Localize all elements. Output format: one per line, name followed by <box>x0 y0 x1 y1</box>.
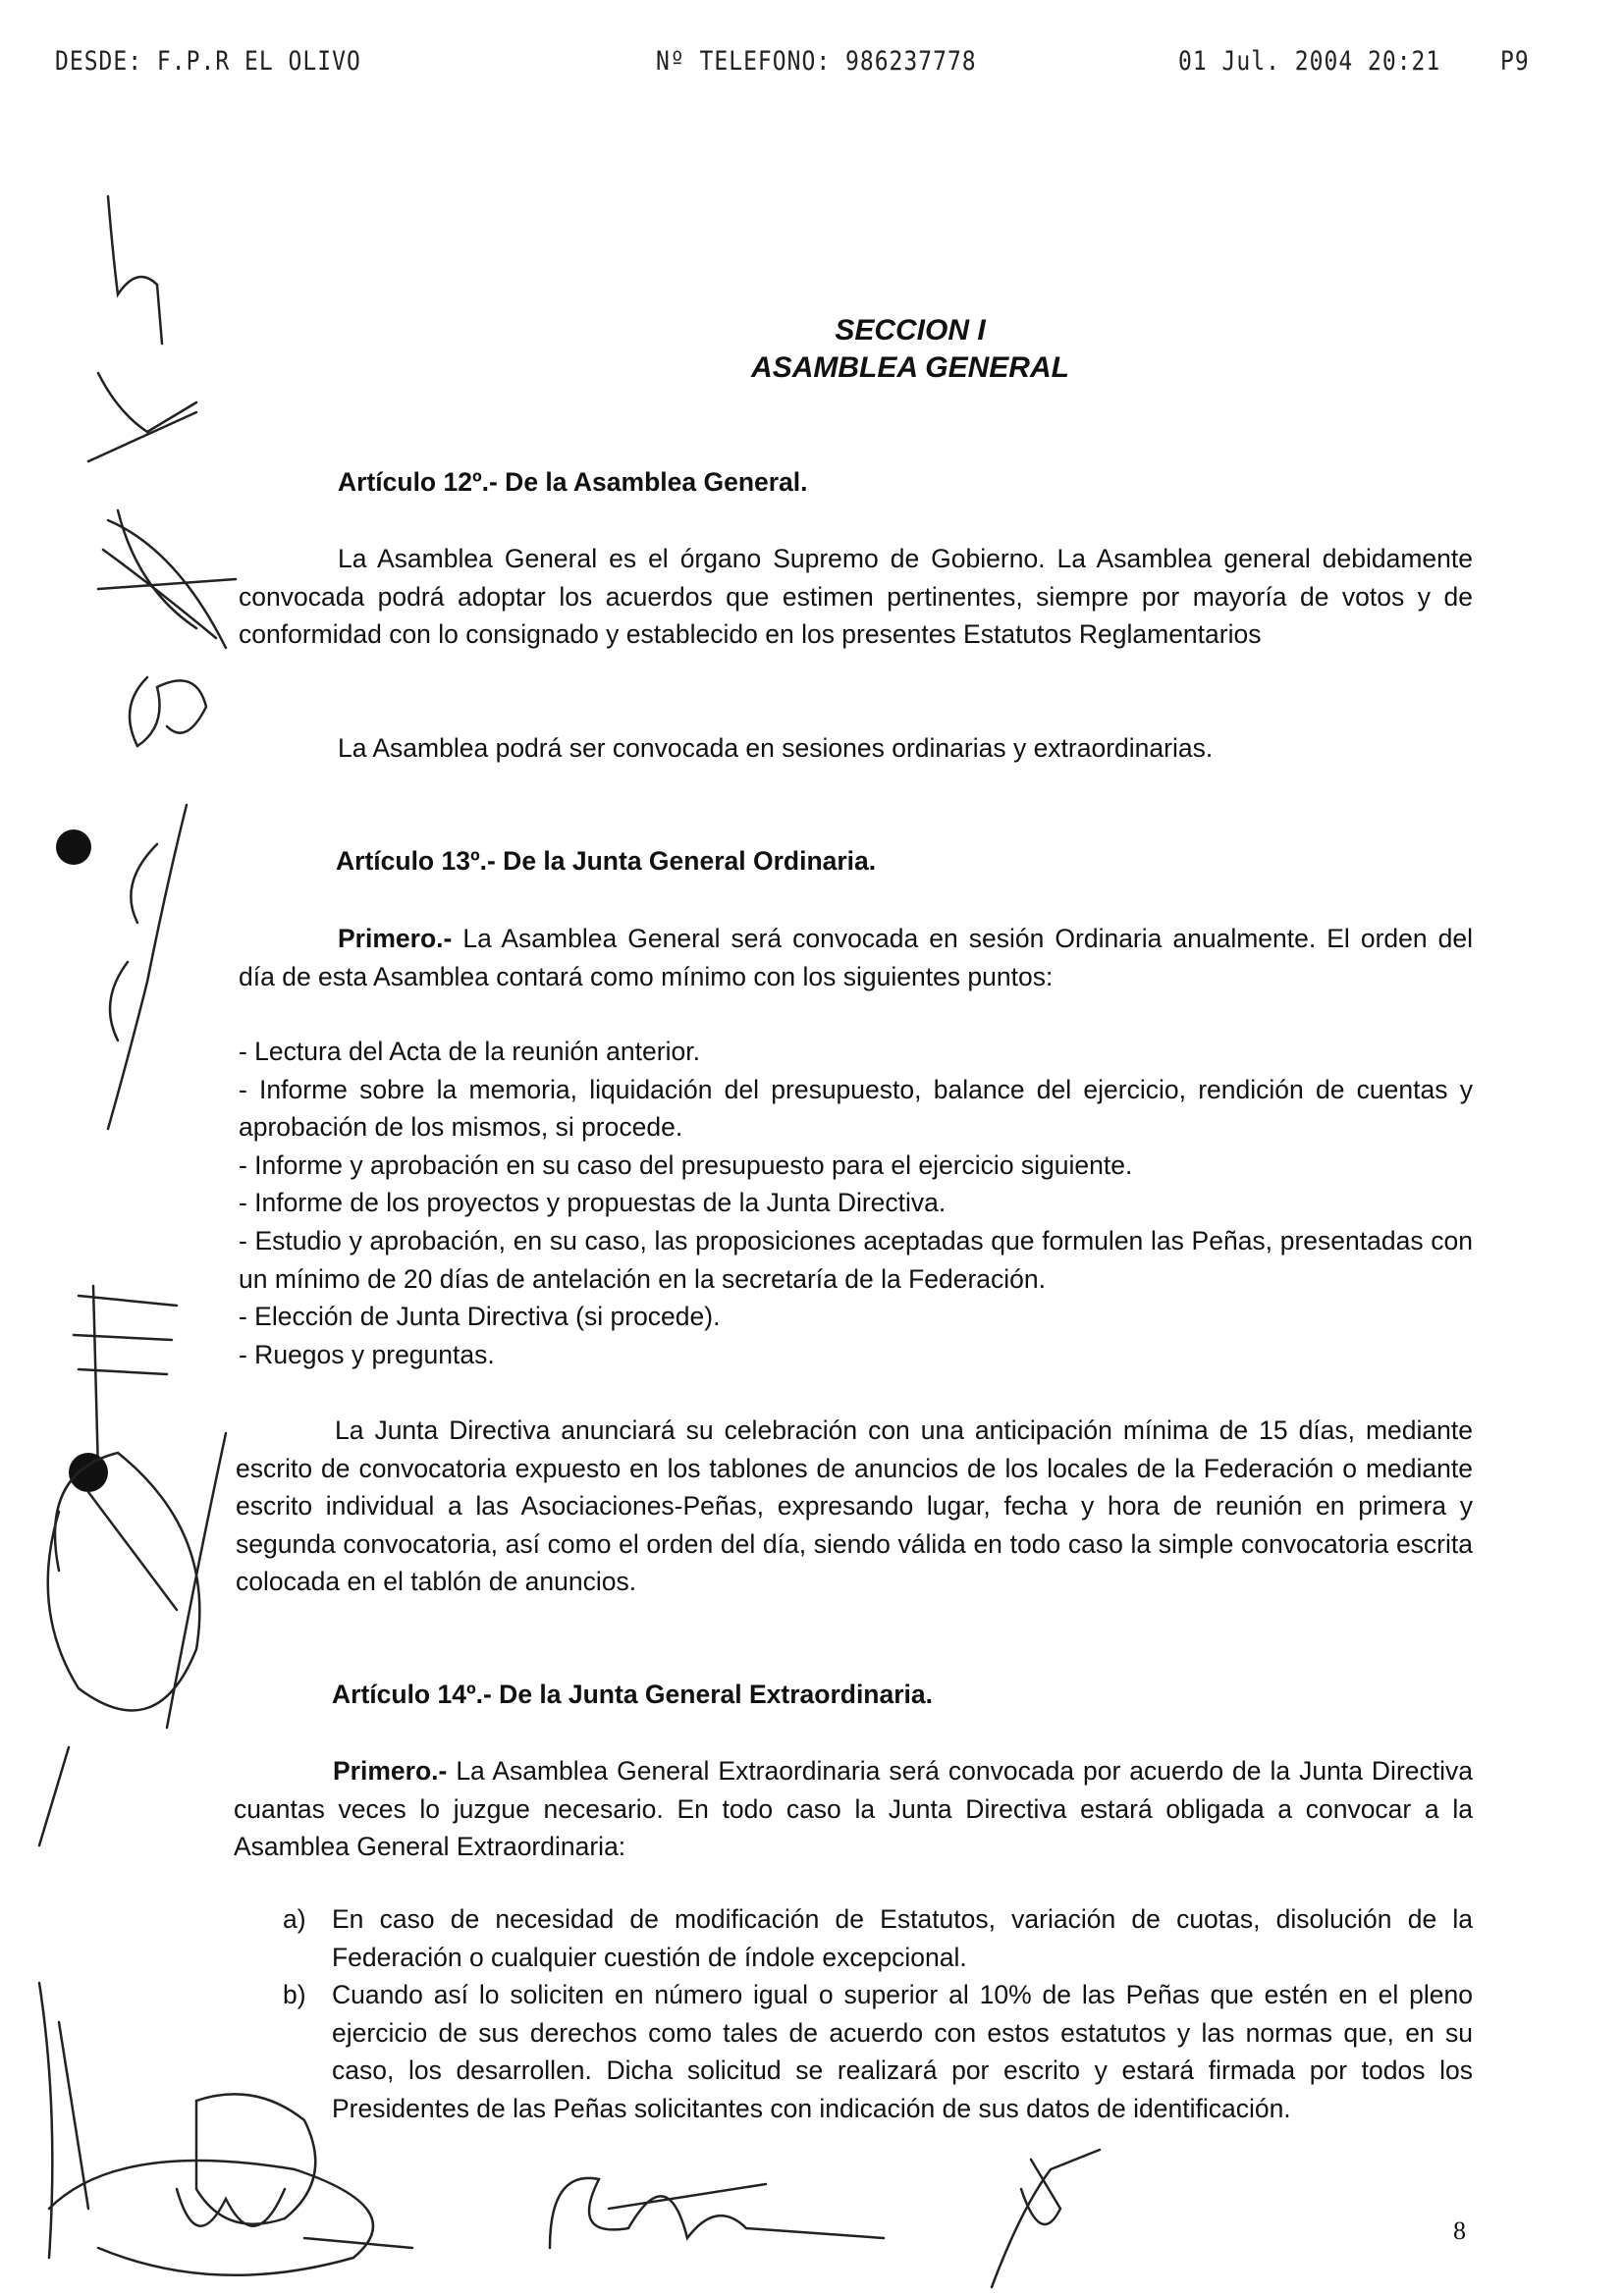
item-label: a) <box>283 1904 306 1934</box>
primero-text: La Asamblea General Extraordinaria será convocada por acuerdo de la Junta Directiva cuantas veces lo juzgue necesario. En todo caso la Junta Directiva estará obligada a convocar a la Asamblea General Extraordinaria: <box>234 1756 1473 1862</box>
list-item: - Informe y aprobación en su caso del presupuesto para el ejercicio siguiente. <box>239 1149 1133 1180</box>
list-item: - Elección de Junta Directiva (si procede). <box>239 1302 721 1332</box>
list-item: - Informe de los proyectos y propuestas de la Junta Directiva. <box>239 1188 947 1218</box>
item-label: b) <box>283 1980 306 2010</box>
article-14-heading: Artículo 14º.- De la Junta General Extraordinaria. <box>332 1680 934 1709</box>
list-item <box>283 1976 1473 2127</box>
article-14-primero <box>234 1752 1473 1866</box>
signature-mark <box>98 510 236 648</box>
signature-mark <box>39 1433 226 1845</box>
signature-mark <box>550 2178 884 2248</box>
primero-label: Primero.- <box>338 924 453 953</box>
article-13-heading: Artículo 13º.- De la Junta General Ordinaria. <box>336 846 877 876</box>
fax-page: P9 <box>1500 47 1530 77</box>
article-13-final-paragraph: La Junta Directiva anunciará su celebración con una anticipación mínima de 15 días, mediante escrito de convocatoria expuesto en los tablones de anuncios de los locales de la Federación o mediante escrito individual a las Asociaciones-Peñas, expresando lugar, fecha y hora de reunión en primera y segunda convocatoria, así como el orden del día, siendo válida en todo caso la simple convocatoria escrita colocada en el tablón de anuncios. <box>236 1415 1473 1597</box>
list-item: - Lectura del Acta de la reunión anterior. <box>239 1037 700 1066</box>
signature-mark <box>74 1286 177 1472</box>
signature-mark <box>992 2150 1100 2287</box>
fax-sender: DESDE: F.P.R EL OLIVO <box>55 47 361 77</box>
item-text: En caso de necesidad de modificación de Estatutos, variación de cuotas, disolución de la Federación o cualquier cuestión de índole excepcional. <box>332 1904 1473 1972</box>
list-item: - Informe sobre la memoria, liquidación del presupuesto, balance del ejercicio, rendición de cuentas y aprobación de los mismos, si procede. <box>239 1074 1473 1143</box>
section-title: SECCION I <box>835 314 986 347</box>
ink-blot <box>69 1453 108 1492</box>
article-12-heading: Artículo 12º.- De la Asamblea General. <box>338 467 808 497</box>
signature-mark <box>130 677 206 746</box>
section-subtitle: ASAMBLEA GENERAL <box>751 351 1069 384</box>
list-item: - Estudio y aprobación, en su caso, las proposiciones aceptadas que formulen las Peñas, presentadas con un mínimo de 20 días de antelación en la secretaría de la Federación. <box>239 1225 1473 1294</box>
list-item: - Ruegos y preguntas. <box>239 1339 495 1369</box>
article-13-agenda-list <box>239 1033 1473 1373</box>
page-number: 8 <box>1453 2216 1466 2245</box>
list-item <box>283 1900 1473 1976</box>
fax-datetime: 01 Jul. 2004 20:21 <box>1178 47 1441 77</box>
signature-mark <box>108 805 187 1129</box>
primero-text: La Asamblea General será convocada en sesión Ordinaria anualmente. El orden del día de esta Asamblea contará como mínimo con los siguientes puntos: <box>239 924 1473 991</box>
article-12-paragraph-1: La Asamblea General es el órgano Supremo de Gobierno. La Asamblea general debidamente convocada podrá adoptar los acuerdos que estimen pertinentes, siempre por mayoría de votos y de conformidad con lo consignado y establecido en los presentes Estatutos Reglamentarios <box>239 544 1473 650</box>
article-12-paragraph-2: La Asamblea podrá ser convocada en sesiones ordinarias y extraordinarias. <box>338 733 1214 763</box>
article-14-conditions-list <box>283 1900 1473 2128</box>
primero-label: Primero.- <box>333 1756 448 1786</box>
article-13-primero <box>239 920 1473 995</box>
fax-phone: Nº TELEFONO: 986237778 <box>656 47 977 77</box>
ink-blot <box>56 829 91 865</box>
item-text: Cuando así lo soliciten en número igual o superior al 10% de las Peñas que estén en el pleno ejercicio de sus derechos como tales de acuerdo con estos estatutos y las normas que, en su caso, los desarrollen. Dicha solicitud se realizará por escrito y estará firmada por todos los Presidentes de las Peñas solicitantes con indicación de sus datos de identificación. <box>332 1980 1473 2123</box>
